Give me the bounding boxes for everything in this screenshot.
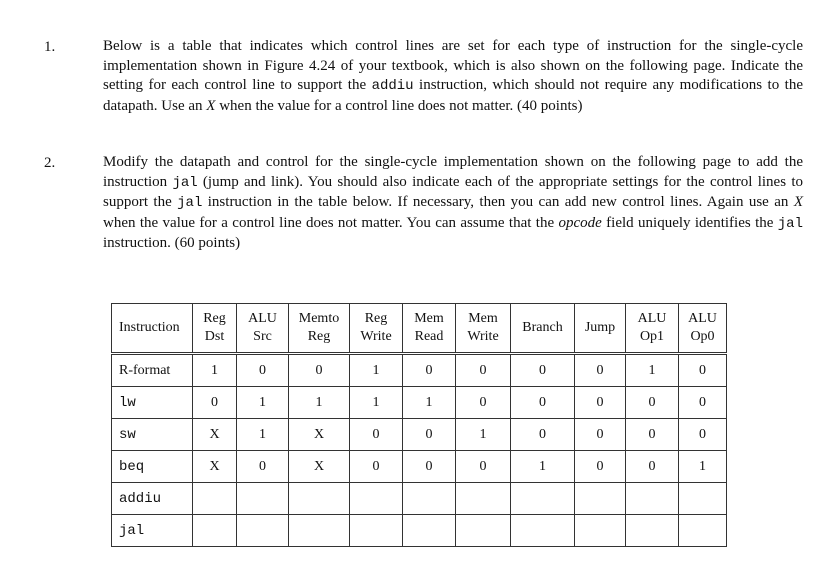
text-run: when the value for a control line does not matter. You can assume that the [103, 214, 559, 231]
column-header [112, 304, 193, 354]
control-value-cell: 0 [403, 451, 456, 483]
table-row [112, 419, 727, 451]
column-header [193, 304, 237, 354]
control-value-cell: 1 [350, 354, 403, 387]
control-value-cell: 0 [626, 451, 679, 483]
control-value-cell: 0 [575, 354, 626, 387]
table-row [112, 515, 727, 547]
control-value-cell: 1 [403, 387, 456, 419]
header-line: Src [253, 329, 272, 344]
control-value-cell: 1 [679, 451, 727, 483]
control-value-cell: 0 [289, 354, 350, 387]
header-line: Instruction [119, 320, 180, 335]
column-header [403, 304, 456, 354]
instruction-name: jal [119, 522, 145, 539]
header-line: Memto [298, 311, 340, 326]
text-run: (jump and link). You should also indicate each of the appropriate settings for the control lines to support the [103, 173, 803, 210]
control-value-cell [237, 483, 289, 515]
instruction-name: lw [119, 394, 136, 411]
problem-1-text [103, 37, 803, 116]
control-value-cell: 0 [575, 419, 626, 451]
control-value-cell [403, 515, 456, 547]
header-line: Mem [414, 311, 444, 326]
control-value-cell: 0 [511, 387, 575, 419]
header-line: Dst [204, 329, 225, 344]
problem-2-text [103, 153, 803, 254]
header-line: Reg [364, 311, 388, 326]
column-header [511, 304, 575, 354]
control-value-cell [193, 515, 237, 547]
control-value-cell [350, 483, 403, 515]
text-run: when the value for a control line does not matter. (40 points) [215, 97, 583, 114]
header-line: ALU [688, 311, 717, 326]
problem-2-number: 2. [44, 155, 56, 171]
text-run: Below is a table that indicates which control lines are set for each type of instruction for the single-cycle implementation shown in Figure 4.24 of your textbook, which is also shown on the following page. Indicate the setting for each control line to support the [103, 38, 803, 93]
code-term: jal [777, 215, 803, 232]
instruction-name: beq [119, 458, 145, 475]
control-value-cell: 0 [511, 354, 575, 387]
control-value-cell [575, 483, 626, 515]
control-value-cell: 0 [456, 354, 511, 387]
control-value-cell: 1 [237, 387, 289, 419]
control-value-cell: 0 [575, 451, 626, 483]
control-value-cell: X [289, 419, 350, 451]
control-value-cell [511, 515, 575, 547]
column-header [289, 304, 350, 354]
control-value-cell [575, 515, 626, 547]
instruction-name: sw [119, 426, 136, 443]
control-value-cell: X [193, 451, 237, 483]
instruction-cell [112, 419, 193, 451]
problem-1-number: 1. [44, 39, 56, 55]
text-run: instruction. (60 points) [103, 235, 241, 251]
control-value-cell [350, 515, 403, 547]
table-row [112, 483, 727, 515]
control-value-cell: 0 [575, 387, 626, 419]
control-value-cell: 0 [626, 387, 679, 419]
control-value-cell: 0 [193, 387, 237, 419]
header-row [112, 304, 727, 354]
control-value-cell: 0 [456, 451, 511, 483]
text-run: field uniquely identifies the [601, 214, 778, 231]
control-value-cell: 0 [403, 354, 456, 387]
column-header [575, 304, 626, 354]
code-term: jal [172, 174, 198, 191]
instruction-name: addiu [119, 490, 162, 507]
control-value-cell [456, 515, 511, 547]
control-value-cell: 0 [679, 387, 727, 419]
control-value-cell: 0 [350, 419, 403, 451]
control-value-cell [289, 483, 350, 515]
column-header [350, 304, 403, 354]
control-value-cell: 1 [289, 387, 350, 419]
control-value-cell: 0 [237, 354, 289, 387]
header-line: Write [360, 329, 392, 344]
text-run: Modify the datapath and control for the single-cycle implementation shown on the following page to add the instruction [103, 154, 803, 190]
header-line: Read [414, 329, 444, 344]
table-row [112, 387, 727, 419]
control-value-cell: 1 [511, 451, 575, 483]
table-body [112, 354, 727, 547]
header-line: ALU [248, 311, 277, 326]
table-row [112, 354, 727, 387]
control-value-cell: 1 [350, 387, 403, 419]
header-line: Op1 [639, 329, 665, 344]
control-value-cell [456, 483, 511, 515]
emphasis-text: X [793, 194, 803, 210]
code-term: addiu [371, 78, 414, 94]
header-line: Reg [203, 311, 226, 326]
instruction-cell [112, 354, 193, 387]
emphasis-text: X [206, 97, 216, 114]
header-line: Jump [584, 320, 616, 335]
control-value-cell [626, 483, 679, 515]
control-value-cell [511, 483, 575, 515]
control-value-cell [193, 483, 237, 515]
control-value-cell [403, 483, 456, 515]
header-line: Op0 [690, 329, 715, 344]
control-value-cell: X [289, 451, 350, 483]
instruction-cell [112, 387, 193, 419]
column-header [237, 304, 289, 354]
table-header [112, 304, 727, 354]
control-value-cell: 1 [193, 354, 237, 387]
control-value-cell: 0 [626, 419, 679, 451]
column-header [626, 304, 679, 354]
header-line: Reg [307, 329, 331, 344]
control-value-cell: 0 [679, 354, 727, 387]
control-value-cell [289, 515, 350, 547]
control-value-cell: 0 [511, 419, 575, 451]
control-value-cell [679, 515, 727, 547]
control-value-cell: X [193, 419, 237, 451]
column-header [679, 304, 727, 354]
instruction-cell [112, 451, 193, 483]
control-value-cell: 0 [403, 419, 456, 451]
control-value-cell [626, 515, 679, 547]
control-value-cell: 0 [456, 387, 511, 419]
control-value-cell: 0 [237, 451, 289, 483]
header-line: Write [467, 329, 499, 344]
emphasis-text: opcode [558, 214, 602, 231]
header-line: ALU [637, 311, 667, 326]
code-term: jal [177, 195, 203, 211]
control-lines-table [111, 303, 727, 547]
text-run: instruction in the table below. If necessary, then you can add new control lines. Again use an [202, 194, 794, 210]
table-row [112, 451, 727, 483]
control-value-cell: 1 [626, 354, 679, 387]
control-value-cell [679, 483, 727, 515]
instruction-cell [112, 483, 193, 515]
instruction-cell [112, 515, 193, 547]
text-run: instruction, which should not require any modifications to the datapath. Use an [103, 77, 803, 114]
instruction-name: R-format [119, 362, 171, 378]
column-header [456, 304, 511, 354]
control-value-cell: 0 [350, 451, 403, 483]
control-value-cell [237, 515, 289, 547]
header-line: Branch [522, 320, 563, 335]
control-value-cell: 1 [237, 419, 289, 451]
header-line: Mem [468, 311, 498, 326]
control-value-cell: 0 [679, 419, 727, 451]
control-value-cell: 1 [456, 419, 511, 451]
